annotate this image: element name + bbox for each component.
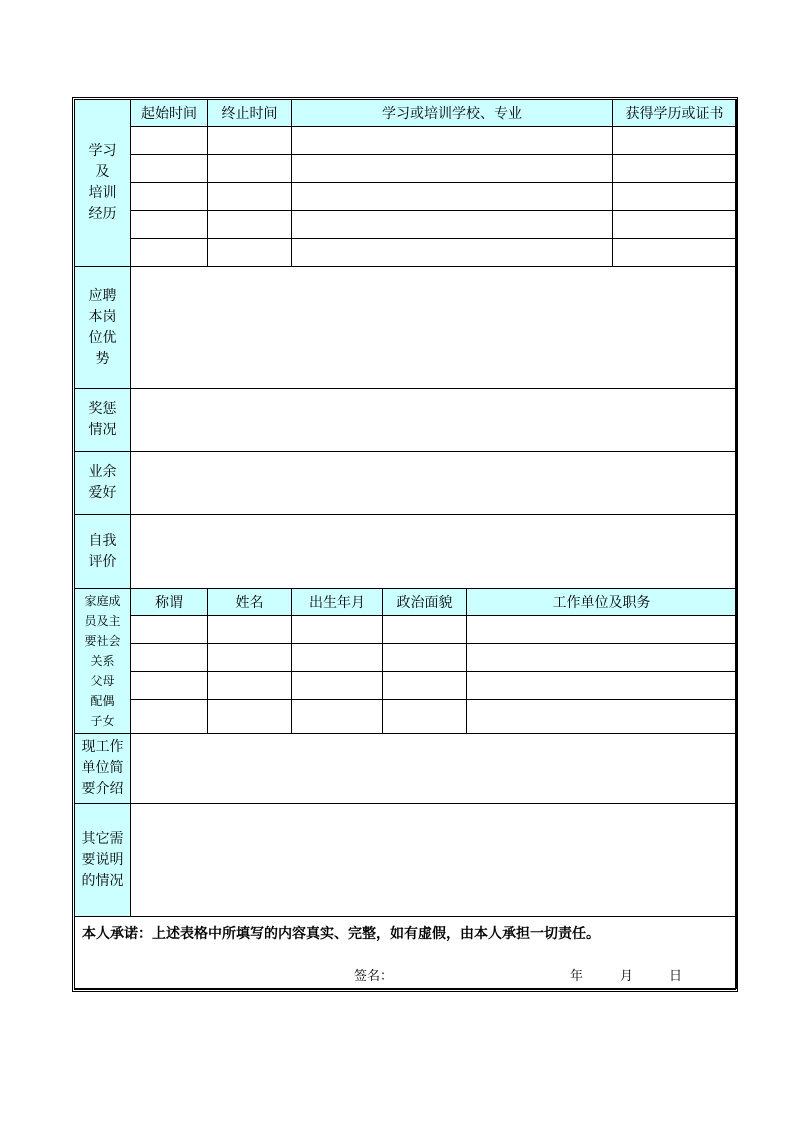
advantage-field[interactable]: [131, 267, 737, 389]
school-cell[interactable]: [292, 239, 613, 267]
advantage-label-line: 应聘: [88, 287, 117, 304]
advantage-label-line: 势: [95, 350, 110, 367]
employer-label-line: 单位简: [81, 760, 124, 776]
school-cell[interactable]: [292, 211, 613, 239]
application-form: [72, 97, 738, 992]
education-row: [75, 127, 737, 155]
header-degree: 获得学历或证书: [613, 100, 737, 127]
start-time-cell[interactable]: [131, 155, 208, 183]
awards-label: [75, 389, 131, 452]
education-label: [75, 100, 131, 267]
relation-cell[interactable]: [131, 616, 208, 644]
employer-cell[interactable]: [467, 700, 737, 734]
hobbies-field[interactable]: [131, 452, 737, 515]
name-cell[interactable]: [208, 672, 292, 700]
name-cell[interactable]: [208, 616, 292, 644]
family-row: [75, 672, 737, 700]
day-label: 日: [669, 969, 683, 984]
advantage-label: [75, 267, 131, 389]
header-school-major: 学习或培训学校、专业: [292, 100, 613, 127]
hobbies-label-line: 业余: [88, 464, 117, 480]
family-label-line: 家庭成: [84, 594, 121, 608]
employer-intro-field[interactable]: [131, 734, 737, 804]
degree-cell[interactable]: [613, 239, 737, 267]
family-row: [75, 700, 737, 734]
birth-cell[interactable]: [292, 672, 383, 700]
employer-cell[interactable]: [467, 672, 737, 700]
start-time-cell[interactable]: [131, 239, 208, 267]
employer-cell[interactable]: [467, 616, 737, 644]
self-eval-label-line: 评价: [88, 553, 117, 570]
school-cell[interactable]: [292, 155, 613, 183]
education-label-line: 学习: [88, 143, 117, 159]
other-info-field[interactable]: [131, 804, 737, 917]
header-political: 政治面貌: [383, 589, 467, 616]
header-birth: 出生年月: [292, 589, 383, 616]
employer-label-line: 要介绍: [81, 781, 124, 797]
self-eval-label: [75, 515, 131, 589]
awards-label-line: 奖惩: [88, 401, 117, 417]
relation-cell[interactable]: [131, 672, 208, 700]
birth-cell[interactable]: [292, 644, 383, 672]
self-eval-field[interactable]: [131, 515, 737, 589]
pledge-statement: 本人承诺：上述表格中所填写的内容真实、完整，如有虚假，由本人承担一切责任。: [82, 926, 600, 942]
degree-cell[interactable]: [613, 183, 737, 211]
family-label-line: 关系: [90, 654, 115, 668]
hobbies-label-line: 爱好: [88, 485, 117, 501]
other-label-line: 要说明: [81, 851, 124, 868]
degree-cell[interactable]: [613, 155, 737, 183]
school-cell[interactable]: [292, 183, 613, 211]
family-label-line: 员及主: [84, 614, 121, 628]
end-time-cell[interactable]: [208, 183, 292, 211]
education-label-line: 经历: [88, 206, 117, 222]
education-row: [75, 239, 737, 267]
year-label: 年: [570, 969, 584, 984]
pledge-section: [75, 917, 737, 989]
header-start-time: 起始时间: [131, 100, 208, 127]
header-end-time: 终止时间: [208, 100, 292, 127]
birth-cell[interactable]: [292, 616, 383, 644]
hobbies-label: [75, 452, 131, 515]
relation-cell[interactable]: [131, 644, 208, 672]
start-time-cell[interactable]: [131, 127, 208, 155]
form-table: [74, 99, 737, 989]
start-time-cell[interactable]: [131, 183, 208, 211]
end-time-cell[interactable]: [208, 239, 292, 267]
family-label-line: 父母: [90, 674, 115, 688]
other-label-line: 其它需: [81, 830, 124, 847]
self-eval-label-line: 自我: [88, 532, 117, 549]
political-cell[interactable]: [383, 616, 467, 644]
name-cell[interactable]: [208, 644, 292, 672]
signature-label: 签名：: [354, 969, 394, 984]
end-time-cell[interactable]: [208, 155, 292, 183]
other-label-line: 的情况: [81, 872, 124, 889]
awards-field[interactable]: [131, 389, 737, 452]
education-row: [75, 155, 737, 183]
name-cell[interactable]: [208, 700, 292, 734]
header-name: 姓名: [208, 589, 292, 616]
family-label-line: 要社会: [84, 634, 121, 648]
end-time-cell[interactable]: [208, 127, 292, 155]
awards-label-line: 情况: [88, 422, 117, 438]
political-cell[interactable]: [383, 700, 467, 734]
birth-cell[interactable]: [292, 700, 383, 734]
education-label-line: 及: [95, 164, 110, 180]
family-row: [75, 616, 737, 644]
employer-intro-label: [75, 734, 131, 804]
start-time-cell[interactable]: [131, 211, 208, 239]
end-time-cell[interactable]: [208, 211, 292, 239]
relation-cell[interactable]: [131, 700, 208, 734]
degree-cell[interactable]: [613, 211, 737, 239]
header-relation: 称谓: [131, 589, 208, 616]
education-row: [75, 211, 737, 239]
political-cell[interactable]: [383, 672, 467, 700]
education-label-line: 培训: [88, 185, 117, 201]
degree-cell[interactable]: [613, 127, 737, 155]
advantage-label-line: 本岗: [88, 308, 117, 325]
employer-label-line: 现工作: [81, 739, 124, 755]
education-row: [75, 183, 737, 211]
family-label-line: 配偶: [90, 694, 115, 708]
other-info-label: [75, 804, 131, 917]
family-label: [75, 589, 131, 734]
month-label: 月: [620, 969, 634, 984]
header-employer-position: 工作单位及职务: [467, 589, 737, 616]
family-label-line: 子女: [90, 714, 115, 728]
employer-cell[interactable]: [467, 644, 737, 672]
advantage-label-line: 位优: [88, 329, 117, 346]
family-row: [75, 644, 737, 672]
school-cell[interactable]: [292, 127, 613, 155]
political-cell[interactable]: [383, 644, 467, 672]
